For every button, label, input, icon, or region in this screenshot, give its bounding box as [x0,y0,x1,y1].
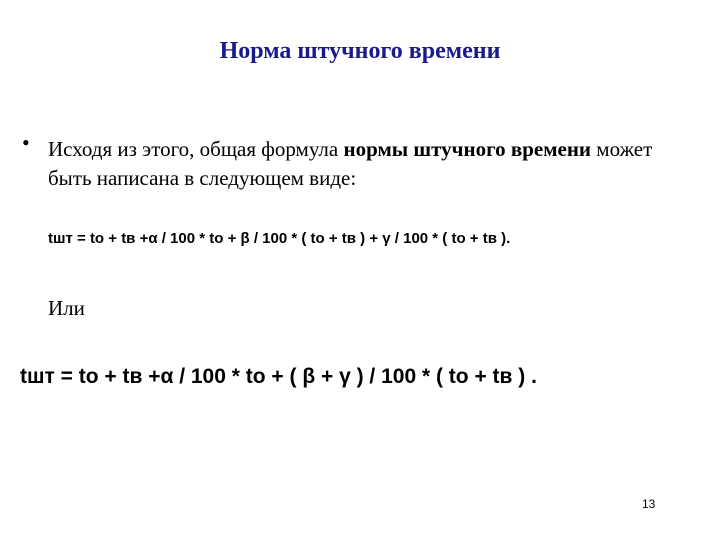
bullet-text-end: может быть написана в следующем виде: [48,137,653,190]
bullet-paragraph [48,135,698,193]
page-number: 13 [642,497,656,511]
formula-simplified: tшт = to + tв +α / 100 * to + ( β + γ ) / 100 * ( to + tв ) . [20,365,537,388]
bullet-text-start: Исходя из этого, общая формула [48,137,344,161]
bullet-text-bold: нормы штучного времени [343,137,592,161]
formula-full: tшт = to + tв +α / 100 * to + β / 100 * ( to + tв ) + γ / 100 * ( to + tв ). [48,230,511,247]
bullet-icon: • [22,130,30,155]
or-label: Или [48,296,85,320]
slide-title: Норма штучного времени [219,38,501,64]
